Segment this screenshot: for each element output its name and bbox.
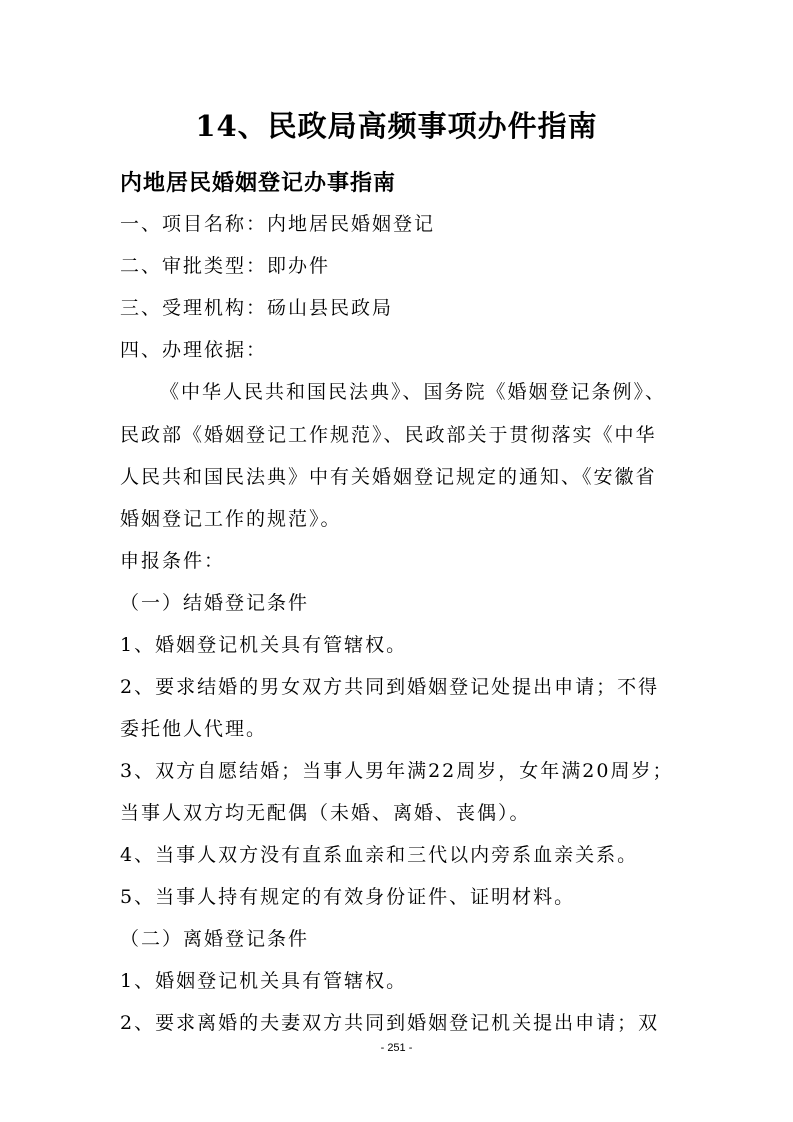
text-line: 5、当事人持有规定的有效身份证件、证明材料。: [120, 886, 576, 908]
text-line: 2、要求结婚的男女双方共同到婚姻登记处提出申请；不得: [120, 676, 660, 698]
text-line: 4、当事人双方没有直系血亲和三代以内旁系血亲关系。: [120, 844, 639, 866]
text-line: 三、受理机构：砀山县民政局: [120, 297, 394, 319]
text-line: 1、婚姻登记机关具有管辖权。: [120, 634, 408, 656]
text-line: 民政部《婚姻登记工作规范》、民政部关于贯彻落实《中华: [120, 424, 657, 446]
page-number: - 251 -: [380, 1042, 413, 1054]
section-heading: 内地居民婚姻登记办事指南: [120, 171, 397, 196]
text-line: 申报条件：: [120, 550, 226, 572]
text-line: 二、审批类型：即办件: [120, 255, 331, 277]
text-line: 1、婚姻登记机关具有管辖权。: [120, 970, 408, 992]
text-line: 一、项目名称：内地居民婚姻登记: [120, 213, 436, 235]
text-line: （一）结婚登记条件: [120, 592, 310, 614]
text-line: 当事人双方均无配偶（未婚、离婚、丧偶）。: [120, 802, 531, 824]
text-line: 2、要求离婚的夫妻双方共同到婚姻登记机关提出申请；双: [120, 1012, 660, 1034]
text-line: 婚姻登记工作的规范》。: [120, 508, 342, 530]
text-line: 3、双方自愿结婚；当事人男年满22周岁，女年满20周岁；: [120, 760, 674, 782]
text-line: 《中华人民共和国民法典》、国务院《婚姻登记条例》、: [160, 381, 667, 403]
text-line: 委托他人代理。: [120, 718, 268, 740]
page-title: 14、民政局高频事项办件指南: [195, 109, 598, 143]
text-line: 人民共和国民法典》中有关婚姻登记规定的通知、《安徽省: [120, 466, 657, 488]
text-line: 四、办理依据：: [120, 339, 268, 361]
text-line: （二）离婚登记条件: [120, 928, 310, 950]
